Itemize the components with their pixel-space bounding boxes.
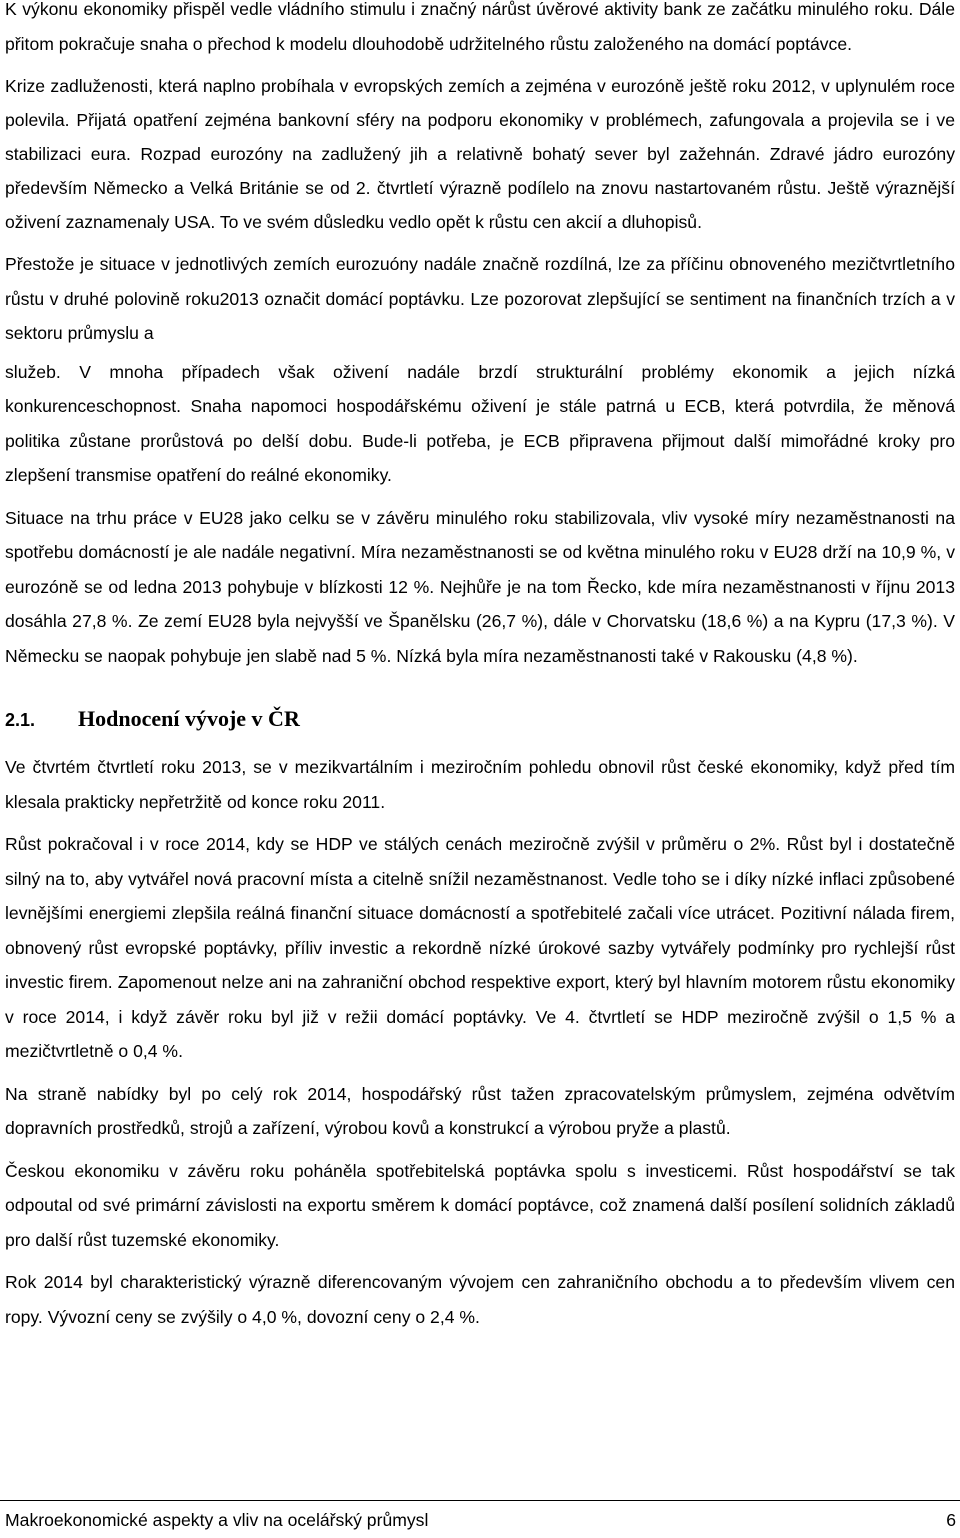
paragraph-debt-crisis: Krize zadluženosti, která naplno probíhala v evropských zemích a zejména v eurozóně ještě roku 2012, v uplynulém roce polevila. Přijatá opatření zejména bankovní sféry na podporu ekonomiky v problémech, zafungovala a projevila se i ve stabilizaci eura. Rozpad eurozóny na zadlužený jih a relativně bohatý sever byl zažehnán. Zdravé jádro eurozóny především Německo a Velká Británie se od 2. čtvrtletí výrazně podílelo na znovu nastartovaném růstu. Ještě výraznější oživení zaznamenaly USA. To ve svém důsledku vedlo opět k růstu cen akcií a dluhopisů. [5,76,955,232]
section-title: Hodnocení vývoje v ČR [78,706,300,731]
paragraph-supply-side: Na straně nabídky byl po celý rok 2014, hospodářský růst tažen zpracovatelským průmyslem, zejména odvětvím dopravních prostředků, strojů a zařízení, výrobou kovů a konstrukcí a výrobou pryže a plastů. [5,1083,955,1138]
paragraph-q4-growth: Ve čtvrtém čtvrtletí roku 2013, se v mezikvartálním i meziročním pohledu obnovil růst české ekonomiky, když před tím klesala prakticky nepřetržitě od konce roku 2011. [5,757,955,812]
paragraph-labour-market: Situace na trhu práce v EU28 jako celku se v závěru minulého roku stabilizovala, vliv vysoké míry nezaměstnanosti na spotřebu domácností je ale nadále negativní. Míra nezaměstnanosti se od května minulého roku v EU28 drží na 10,9 %, v eurozóně se od ledna 2013 pohybuje v blízkosti 12 %. Nejhůře je na tom Řecko, kde míra nezaměstnanosti v říjnu 2013 dosáhla 27,8 %. Ze zemí EU28 byla nejvyšší ve Španělsku (26,7 %), dále v Chorvatsku (18,6 %) a na Kypru (17,3 %). V Německu se naopak pohybuje jen slabě nad 5 %. Nízká byla míra nezaměstnanosti také v Rakousku (4,8 %). [5,507,955,666]
paragraph-consumer-demand: Českou ekonomiku v závěru roku poháněla spotřebitelská poptávka spolu s investicemi. Růst hospodářství se tak odpoutal od své primární závislosti na exportu směrem k domácí poptávce, což znamená další posílení solidních základů pro další růst tuzemské ekonomiky. [5,1160,955,1250]
paragraph-growth-2014: Růst pokračoval i v roce 2014, kdy se HDP ve stálých cenách meziročně zvýšil v průměru o 2%. Růst byl i dostatečně silný na to, aby vytvářel nová pracovní místa a citelně snížil nezaměstnanost. Vedle toho se i díky nízké inflaci způsobené levnějšími energiemi zlepšila reálná finanční situace domácností a spotřebitelé začali více utrácet. Pozitivní nálada firem, obnovený růst evropské poptávky, příliv investic a rekordně nízké úrokové sazby vytvářely podmínky pro rychlejší růst investic firem. Zapomenout nelze ani na zahraniční obchod respektive export, který byl hlavním motorem růstu ekonomiky v roce 2014, i když závěr roku byl již v režii domácí poptávky. Ve 4. čtvrtletí se HDP meziročně zvýšil o 1,5 % a mezičtvrtletně o 0,4 %. [5,834,955,1061]
footer-title: Makroekonomické aspekty a vliv na ocelářský průmysl [5,1510,429,1530]
document-body [5,0,955,1342]
page-number: 6 [946,1510,956,1530]
section-heading [5,699,955,740]
paragraph-eurozone-situation: Přestože je situace v jednotlivých zemích eurozuóny nadále značně rozdílná, lze za příčinu obnoveného mezičtvrtletního růstu v druhé polovině roku2013 označit domácí poptávku. Lze pozorovat zlepšující se sentiment na finančních trzích a v sektoru průmyslu a [5,254,955,343]
paragraph-trade-prices: Rok 2014 byl charakteristický výrazně diferencovaným vývojem cen zahraničního obchodu a to především vlivem cen ropy. Vývozní ceny se zvýšily o 4,0 %, dovozní ceny o 2,4 %. [5,1272,955,1327]
section-number: 2.1. [5,710,36,730]
paragraph-services-ecb: služeb. V mnoha případech však oživení nadále brzdí strukturální problémy ekonomik a jejich nízká konkurenceschopnost. Snaha napomoci hospodářskému oživení je stále patrná u ECB, která potvrdila, že měnová politika zůstane prorůstová po delší dobu. Bude-li potřeba, je ECB připravena přijmout další mimořádné kroky pro zlepšení transmise opatření do reálné ekonomiky. [5,361,955,485]
page-footer [0,1500,960,1538]
paragraph-economic-stimulus: K výkonu ekonomiky přispěl vedle vládního stimulu i značný nárůst úvěrové aktivity bank ze začátku minulého roku. Dále přitom pokračuje snaha o přechod k modelu dlouhodobě udržitelného růstu založeného na domácí poptávce. [5,0,955,54]
